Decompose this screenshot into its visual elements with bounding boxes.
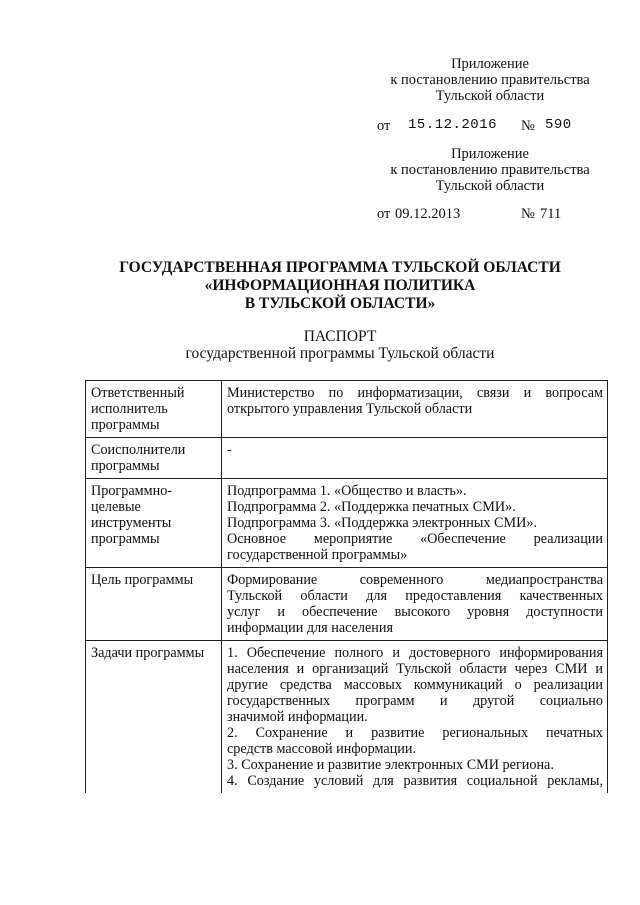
resolution-number: 590 bbox=[545, 117, 572, 133]
row-value-line: средств массовой информации. bbox=[227, 741, 417, 757]
original-date: 09.12.2013 bbox=[395, 206, 461, 222]
program-title-line: «ИНФОРМАЦИОННАЯ ПОЛИТИКА bbox=[204, 277, 476, 294]
row-value-line: Подпрограмма 3. «Поддержка электронных СМИ». bbox=[227, 515, 538, 531]
appendix-region-line: Тульской области bbox=[435, 178, 545, 194]
row-value-cell bbox=[222, 568, 608, 641]
row-label-cell bbox=[86, 568, 222, 641]
row-label-cell bbox=[86, 381, 222, 438]
row-value-line: 1. Обеспечение полного и достоверного информирования bbox=[227, 645, 603, 661]
row-label-line: инструменты bbox=[91, 515, 172, 531]
row-label-line: программы bbox=[91, 458, 160, 474]
appendix-header-current bbox=[365, 56, 615, 104]
row-value-line: государственных программ и другой социально bbox=[227, 693, 603, 709]
row-label-line: Ответственный bbox=[91, 385, 185, 401]
passport-table bbox=[85, 380, 608, 793]
row-label-cell bbox=[86, 641, 222, 794]
row-value-line: 4. Создание условий для развития социальной рекламы, bbox=[227, 773, 603, 789]
appendix-region-line: Тульской области bbox=[435, 88, 545, 104]
appendix-label: Приложение bbox=[451, 56, 529, 72]
row-value-line: 3. Сохранение и развитие электронных СМИ региона. bbox=[227, 757, 554, 773]
program-title bbox=[60, 259, 620, 313]
row-label-cell bbox=[86, 479, 222, 568]
passport-heading: ПАСПОРТ bbox=[303, 328, 377, 345]
row-value-cell bbox=[222, 479, 608, 568]
row-value-line: другие средства массовых коммуникаций о реализации bbox=[227, 677, 603, 693]
appendix-resolution-line: к постановлению правительства bbox=[390, 162, 590, 178]
appendix-resolution-line: к постановлению правительства bbox=[390, 72, 590, 88]
row-label-line: программы bbox=[91, 531, 160, 547]
row-value-line: - bbox=[227, 442, 232, 458]
row-label-cell bbox=[86, 438, 222, 479]
row-value-line: открытого управления Тульской области bbox=[227, 401, 473, 417]
resolution-date: 15.12.2016 bbox=[408, 117, 498, 133]
appendix-header-original bbox=[365, 146, 615, 194]
program-title-line: В ТУЛЬСКОЙ ОБЛАСТИ» bbox=[244, 295, 436, 312]
row-label-line: Соисполнители bbox=[91, 442, 186, 458]
program-title-line: ГОСУДАРСТВЕННАЯ ПРОГРАММА ТУЛЬСКОЙ ОБЛАСТИ bbox=[119, 259, 561, 276]
row-label-line: исполнитель bbox=[91, 401, 168, 417]
row-value-line: услуг и обеспечение высокого уровня доступности bbox=[227, 604, 603, 620]
row-value-cell bbox=[222, 641, 608, 794]
row-value-line: Тульской области для предоставления качественных bbox=[227, 588, 603, 604]
table-row bbox=[86, 479, 608, 568]
resolution-date-prefix: от bbox=[377, 118, 391, 134]
row-value-line: Подпрограмма 1. «Общество и власть». bbox=[227, 483, 467, 499]
table-row bbox=[86, 438, 608, 479]
row-label-line: Задачи программы bbox=[91, 645, 205, 661]
row-value-line: информации для населения bbox=[227, 620, 393, 636]
row-value-line: Формирование современного медиапространства bbox=[227, 572, 603, 588]
table-row bbox=[86, 381, 608, 438]
row-value-line: 2. Сохранение и развитие региональных печатных bbox=[227, 725, 603, 741]
original-number-prefix: № bbox=[521, 206, 535, 222]
row-value-line: Основное мероприятие «Обеспечение реализации bbox=[227, 531, 603, 547]
original-date-prefix: от bbox=[377, 206, 391, 222]
appendix-label: Приложение bbox=[451, 146, 529, 162]
row-label-line: целевые bbox=[91, 499, 141, 515]
row-value-cell bbox=[222, 438, 608, 479]
row-value-line: значимой информации. bbox=[227, 709, 368, 725]
table-row bbox=[86, 641, 608, 794]
row-value-line: Подпрограмма 2. «Поддержка печатных СМИ». bbox=[227, 499, 516, 515]
passport-subheading: государственной программы Тульской области bbox=[185, 345, 495, 362]
table-row bbox=[86, 568, 608, 641]
row-value-line: государственной программы» bbox=[227, 547, 408, 563]
row-label-line: Программно- bbox=[91, 483, 173, 499]
passport-heading-block bbox=[60, 328, 620, 362]
original-number: 711 bbox=[540, 206, 562, 222]
row-value-line: населения и организаций Тульской области через СМИ и bbox=[227, 661, 603, 677]
resolution-number-prefix: № bbox=[521, 118, 535, 134]
row-label-line: программы bbox=[91, 417, 160, 433]
row-value-line: Министерство по информатизации, связи и вопросам bbox=[227, 385, 603, 401]
row-value-cell bbox=[222, 381, 608, 438]
row-label-line: Цель программы bbox=[91, 572, 194, 588]
